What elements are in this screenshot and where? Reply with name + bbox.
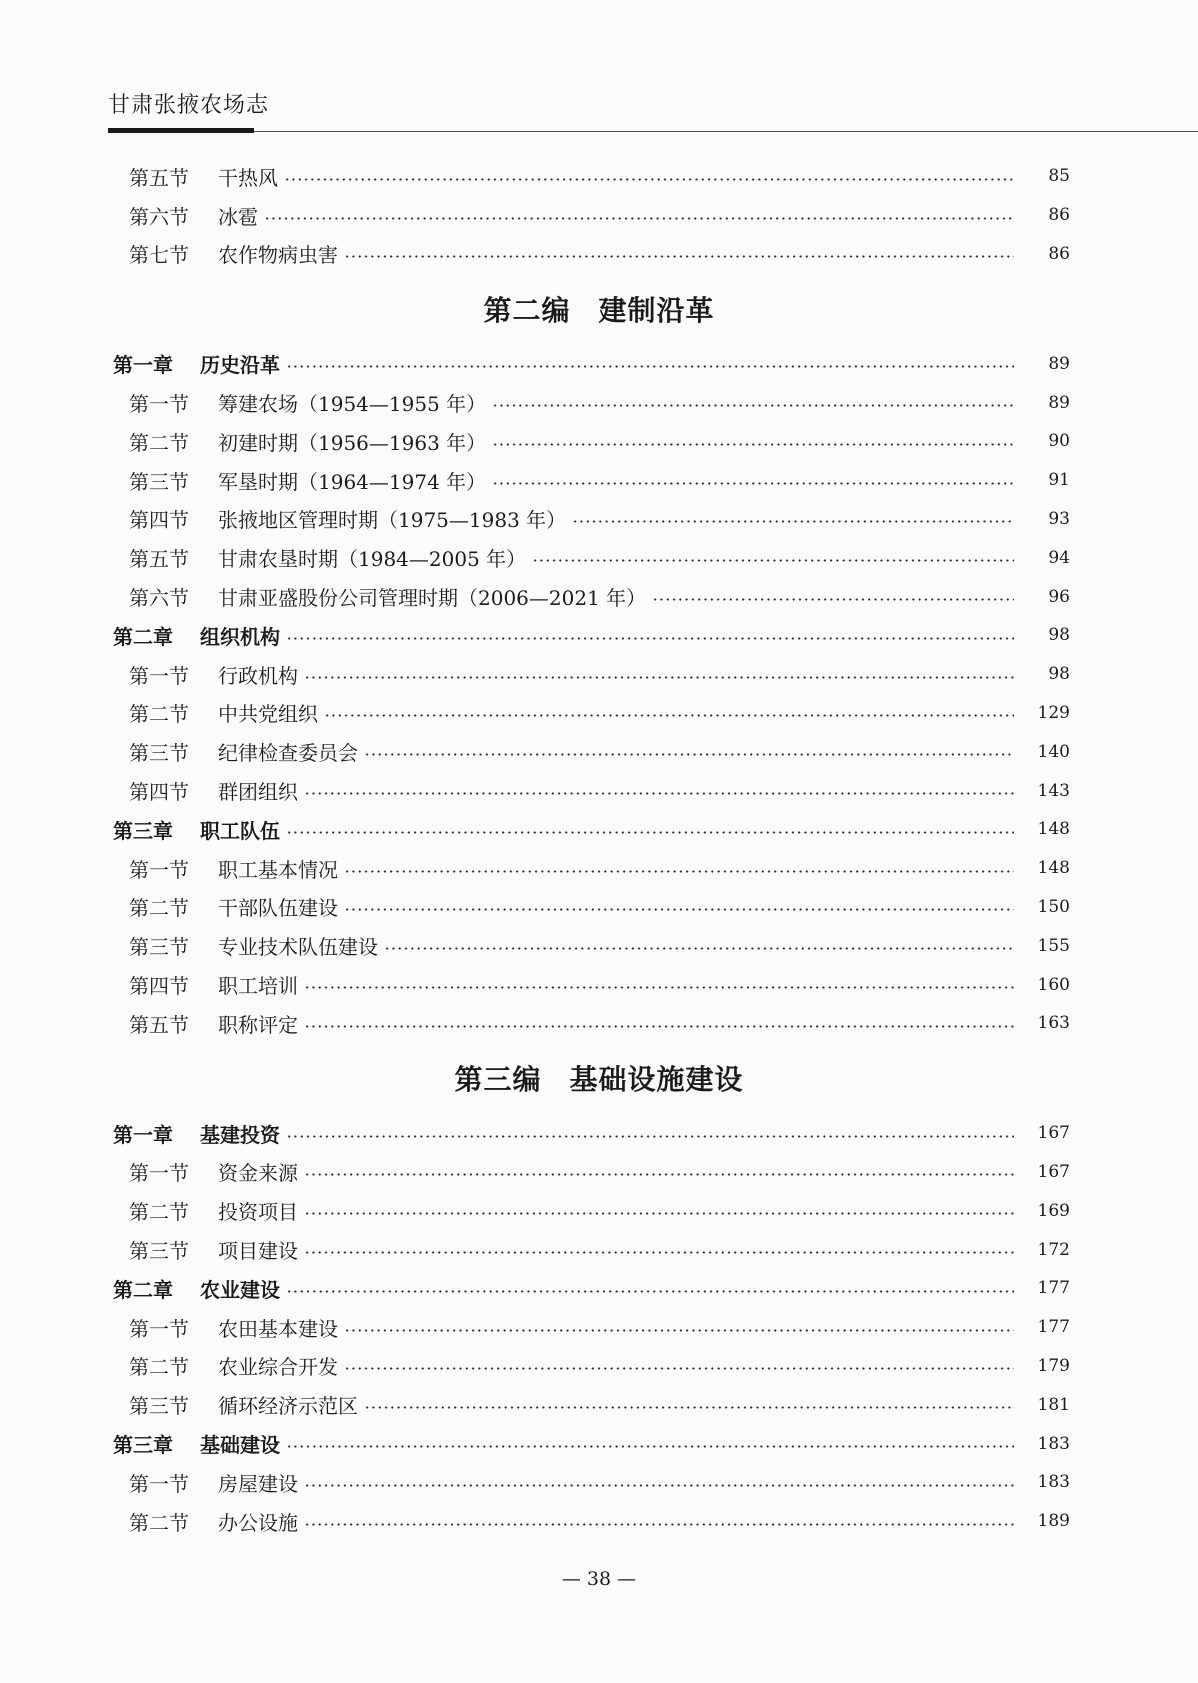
section-entry[interactable] (0, 538, 1198, 577)
section-label: 第二节 (129, 1355, 189, 1380)
section-entry[interactable] (0, 383, 1198, 422)
dot-leader (264, 217, 1014, 220)
header-rule-thin (254, 131, 1198, 132)
chapter-entry[interactable] (0, 1269, 1198, 1308)
section-entry[interactable] (0, 235, 1198, 274)
page-ref: 96 (1048, 586, 1070, 607)
chapter-entry[interactable] (0, 1424, 1198, 1463)
section-entry[interactable] (0, 965, 1198, 1004)
dot-leader (492, 404, 1014, 407)
page-ref: 177 (1037, 1317, 1070, 1338)
chapter-label: 第三章 (113, 818, 173, 843)
section-entry[interactable] (0, 1308, 1198, 1347)
section-label: 第一节 (129, 1471, 189, 1496)
section-label: 第二节 (129, 1200, 189, 1225)
chapter-title: 组织机构 (200, 624, 280, 649)
dot-leader (286, 637, 1014, 640)
chapter-title: 农业建设 (200, 1277, 280, 1302)
dot-leader (304, 792, 1014, 795)
section-title: 初建时期（1956—1963 年） (218, 430, 487, 455)
dot-leader (286, 1135, 1014, 1138)
dot-leader (286, 1445, 1014, 1448)
section-entry[interactable] (0, 1463, 1198, 1502)
section-label: 第四节 (129, 508, 189, 533)
section-label: 第三节 (129, 741, 189, 766)
section-title: 专业技术队伍建设 (218, 935, 378, 960)
section-entry[interactable] (0, 1347, 1198, 1386)
page-ref: 183 (1037, 1472, 1070, 1493)
section-title: 循环经济示范区 (218, 1394, 358, 1419)
dot-leader (344, 870, 1014, 873)
section-entry[interactable] (0, 1385, 1198, 1424)
chapter-label: 第一章 (113, 1122, 173, 1147)
page-ref: 98 (1048, 664, 1070, 685)
page-ref: 155 (1037, 935, 1070, 956)
dot-leader (344, 1367, 1014, 1370)
section-title: 行政机构 (218, 663, 298, 688)
part-heading (0, 273, 1198, 344)
section-title: 农业综合开发 (218, 1355, 338, 1380)
part-label: 第二编 (483, 293, 571, 327)
page-ref: 143 (1037, 780, 1070, 801)
section-entry[interactable] (0, 1230, 1198, 1269)
dot-leader (304, 1484, 1014, 1487)
page-ref: 140 (1037, 741, 1070, 762)
chapter-label: 第二章 (113, 1277, 173, 1302)
section-entry[interactable] (0, 461, 1198, 500)
dot-leader (304, 676, 1014, 679)
page-ref: 86 (1048, 205, 1070, 226)
page-ref: 129 (1037, 702, 1070, 723)
section-label: 第一节 (129, 663, 189, 688)
dot-leader (304, 986, 1014, 989)
dot-leader (304, 1212, 1014, 1215)
section-label: 第三节 (129, 935, 189, 960)
section-label: 第二节 (129, 702, 189, 727)
section-label: 第七节 (129, 243, 189, 268)
page-ref: 177 (1037, 1278, 1070, 1299)
page-ref: 160 (1037, 974, 1070, 995)
part-title: 建制沿革 (598, 293, 715, 327)
page-ref: 89 (1048, 353, 1070, 374)
section-title: 冰雹 (218, 204, 258, 229)
section-title: 张掖地区管理时期（1975—1983 年） (218, 508, 567, 533)
page-ref: 93 (1048, 508, 1070, 529)
section-entry[interactable] (0, 1191, 1198, 1230)
page-number: — 38 — (561, 1568, 637, 1590)
dot-leader (344, 255, 1014, 258)
section-entry[interactable] (0, 694, 1198, 733)
chapter-entry[interactable] (0, 344, 1198, 383)
section-title: 项目建设 (218, 1239, 298, 1264)
page-ref: 98 (1048, 625, 1070, 646)
page-ref: 183 (1037, 1433, 1070, 1454)
section-label: 第二节 (129, 896, 189, 921)
section-title: 办公设施 (218, 1510, 298, 1535)
page-ref: 85 (1048, 166, 1070, 187)
section-entry[interactable] (0, 1153, 1198, 1192)
section-title: 筹建农场（1954—1955 年） (218, 392, 487, 417)
part-title: 基础设施建设 (569, 1063, 744, 1097)
page-ref: 91 (1048, 470, 1070, 491)
section-entry[interactable] (0, 771, 1198, 810)
section-label: 第三节 (129, 1394, 189, 1419)
page-ref: 148 (1037, 819, 1070, 840)
section-label: 第二节 (129, 430, 189, 455)
chapter-label: 第三章 (113, 1433, 173, 1457)
page-ref: 90 (1048, 431, 1070, 452)
page-ref: 189 (1037, 1511, 1070, 1532)
section-label: 第五节 (129, 547, 189, 572)
section-label: 第一节 (129, 1316, 189, 1341)
page-ref: 148 (1037, 858, 1070, 879)
chapter-entry[interactable] (0, 810, 1198, 849)
section-entry[interactable] (0, 888, 1198, 927)
section-entry[interactable] (0, 196, 1198, 235)
section-label: 第二节 (129, 1510, 189, 1535)
dot-leader (344, 908, 1014, 911)
section-title: 干热风 (218, 165, 278, 190)
section-label: 第一节 (129, 392, 189, 417)
chapter-title: 历史沿革 (200, 353, 280, 378)
dot-leader (284, 178, 1014, 181)
page-ref: 89 (1048, 392, 1070, 413)
section-title: 甘肃亚盛股份公司管理时期（2006—2021 年） (218, 586, 647, 611)
page-ref: 163 (1037, 1013, 1070, 1034)
section-entry[interactable] (0, 1502, 1198, 1541)
section-title: 中共党组织 (218, 702, 318, 727)
section-label: 第四节 (129, 780, 189, 805)
page-ref: 172 (1037, 1239, 1070, 1260)
dot-leader (532, 559, 1014, 562)
section-label: 第五节 (129, 1012, 189, 1037)
part-label: 第三编 (454, 1063, 542, 1097)
section-title: 群团组织 (218, 780, 298, 805)
section-label: 第三节 (129, 1239, 189, 1264)
chapter-entry[interactable] (0, 616, 1198, 655)
section-title: 房屋建设 (218, 1471, 298, 1496)
running-header-title: 甘肃张掖农场志 (108, 93, 270, 118)
dot-leader (304, 1523, 1014, 1526)
section-title: 职工培训 (218, 974, 298, 999)
page-ref: 150 (1037, 896, 1070, 917)
dot-leader (286, 1290, 1014, 1293)
section-title: 农作物病虫害 (218, 243, 338, 268)
chapter-entry[interactable] (0, 1114, 1198, 1153)
dot-leader (572, 520, 1014, 523)
page-ref: 86 (1048, 243, 1070, 264)
dot-leader (286, 365, 1014, 368)
section-title: 纪律检查委员会 (218, 741, 358, 766)
section-entry[interactable] (0, 732, 1198, 771)
section-label: 第一节 (129, 1161, 189, 1186)
dot-leader (364, 753, 1014, 756)
section-entry[interactable] (0, 500, 1198, 539)
dot-leader (652, 598, 1014, 601)
dot-leader (364, 1406, 1014, 1409)
header-rule-thick (108, 128, 254, 133)
section-title: 军垦时期（1964—1974 年） (218, 469, 487, 494)
page-ref: 181 (1037, 1394, 1070, 1415)
table-of-contents (0, 157, 1198, 1541)
dot-leader (304, 1251, 1014, 1254)
dot-leader (492, 443, 1014, 446)
dot-leader (304, 1173, 1014, 1176)
section-title: 干部队伍建设 (218, 896, 338, 921)
section-entry[interactable] (0, 849, 1198, 888)
section-label: 第五节 (129, 165, 189, 190)
section-label: 第四节 (129, 974, 189, 999)
section-title: 甘肃农垦时期（1984—2005 年） (218, 547, 527, 572)
section-label: 第一节 (129, 857, 189, 882)
dot-leader (384, 947, 1014, 950)
section-entry[interactable] (0, 926, 1198, 965)
section-title: 投资项目 (218, 1200, 298, 1225)
section-entry[interactable] (0, 655, 1198, 694)
section-entry[interactable] (0, 577, 1198, 616)
page-ref: 169 (1037, 1200, 1070, 1221)
section-title: 农田基本建设 (218, 1316, 338, 1341)
section-title: 职工基本情况 (218, 857, 338, 882)
page-ref: 167 (1037, 1161, 1070, 1182)
chapter-title: 职工队伍 (200, 818, 280, 843)
section-title: 资金来源 (218, 1161, 298, 1186)
dot-leader (492, 482, 1014, 485)
section-entry[interactable] (0, 157, 1198, 196)
page-ref: 167 (1037, 1123, 1070, 1144)
chapter-title: 基建投资 (200, 1122, 280, 1147)
dot-leader (304, 1025, 1014, 1028)
chapter-title: 基础建设 (200, 1433, 280, 1457)
section-entry[interactable] (0, 422, 1198, 461)
chapter-label: 第一章 (113, 353, 173, 378)
section-entry[interactable] (0, 1004, 1198, 1043)
dot-leader (286, 831, 1014, 834)
dot-leader (324, 714, 1014, 717)
page-ref: 94 (1048, 547, 1070, 568)
section-label: 第六节 (129, 586, 189, 611)
section-label: 第三节 (129, 469, 189, 494)
section-label: 第六节 (129, 204, 189, 229)
page-ref: 179 (1037, 1355, 1070, 1376)
chapter-label: 第二章 (113, 624, 173, 649)
section-title: 职称评定 (218, 1012, 298, 1037)
dot-leader (344, 1329, 1014, 1332)
part-heading (0, 1043, 1198, 1114)
